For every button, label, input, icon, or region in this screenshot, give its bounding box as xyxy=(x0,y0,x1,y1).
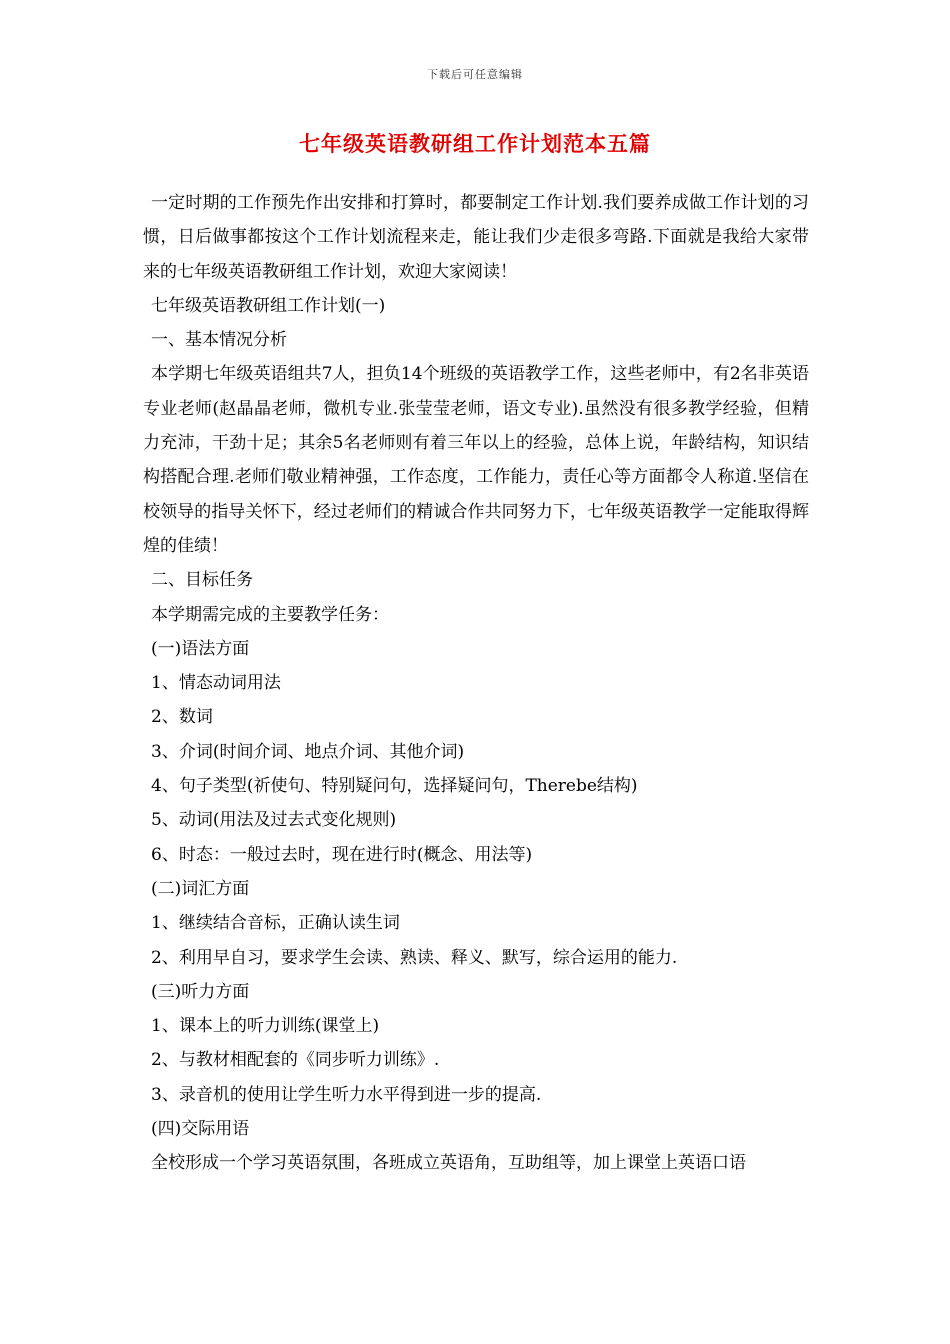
paragraph-intro: 一定时期的工作预先作出安排和打算时，都要制定工作计划.我们要养成做工作计划的习惯，日后做事都按这个工作计划流程来走，能让我们少走很多弯路.下面就是我给大家带来的七年级英语教研组工作计划，欢迎大家阅读！ xyxy=(143,193,809,282)
paragraph-basic-analysis: 本学期七年级英语组共7人，担负14个班级的英语教学工作，这些老师中，有2名非英语专业老师(赵晶晶老师，微机专业.张莹莹老师，语文专业).虽然没有很多教学经验，但精力充沛，干劲十足；其余5名老师则有着三年以上的经验，总体上说，年龄结构，知识结构搭配合理.老师们敬业精神强，工作态度，工作能力，责任心等方面都令人称道.坚信在校领导的指导关怀下，经过老师们的精诚合作共同努力下，七年级英语教学一定能取得辉煌的佳绩！ xyxy=(143,364,809,556)
subsection-communication: (四)交际用语 xyxy=(151,1119,250,1140)
document-body xyxy=(143,186,809,1181)
list-item: 2、利用早自习，要求学生会读、熟读、释义、默写，综合运用的能力. xyxy=(151,947,678,968)
list-item: 2、数词 xyxy=(151,707,213,728)
subsection-grammar: (一)语法方面 xyxy=(151,638,250,659)
list-item: 1、课本上的听力训练(课堂上) xyxy=(151,1016,380,1037)
list-item: 5、动词(用法及过去式变化规则) xyxy=(151,810,397,831)
list-item: 6、时态：一般过去时，现在进行时(概念、用法等) xyxy=(151,844,533,865)
subsection-listening: (三)听力方面 xyxy=(151,981,250,1002)
paragraph-communication: 全校形成一个学习英语氛围，各班成立英语角，互助组等，加上课堂上英语口语 xyxy=(151,1153,746,1174)
header-note: 下载后可任意编辑 xyxy=(427,68,523,81)
section-heading-goals: 二、目标任务 xyxy=(151,570,253,591)
list-item: 3、介词(时间介词、地点介词、其他介词) xyxy=(151,741,465,762)
document-title: 七年级英语教研组工作计划范本五篇 xyxy=(299,131,651,156)
list-item: 2、与教材相配套的《同步听力训练》. xyxy=(151,1050,440,1071)
list-item: 4、句子类型(祈使句、特别疑问句，选择疑问句，Therebe结构) xyxy=(151,776,638,797)
paragraph-plan-heading: 七年级英语教研组工作计划(一) xyxy=(151,295,386,316)
section-heading-basic-analysis: 一、基本情况分析 xyxy=(151,330,287,351)
paragraph-tasks-intro: 本学期需完成的主要教学任务： xyxy=(151,604,389,625)
subsection-vocabulary: (二)词汇方面 xyxy=(151,878,250,899)
list-item: 1、情态动词用法 xyxy=(151,673,281,694)
list-item: 1、继续结合音标，正确认读生词 xyxy=(151,913,400,934)
list-item: 3、录音机的使用让学生听力水平得到进一步的提高. xyxy=(151,1084,542,1105)
